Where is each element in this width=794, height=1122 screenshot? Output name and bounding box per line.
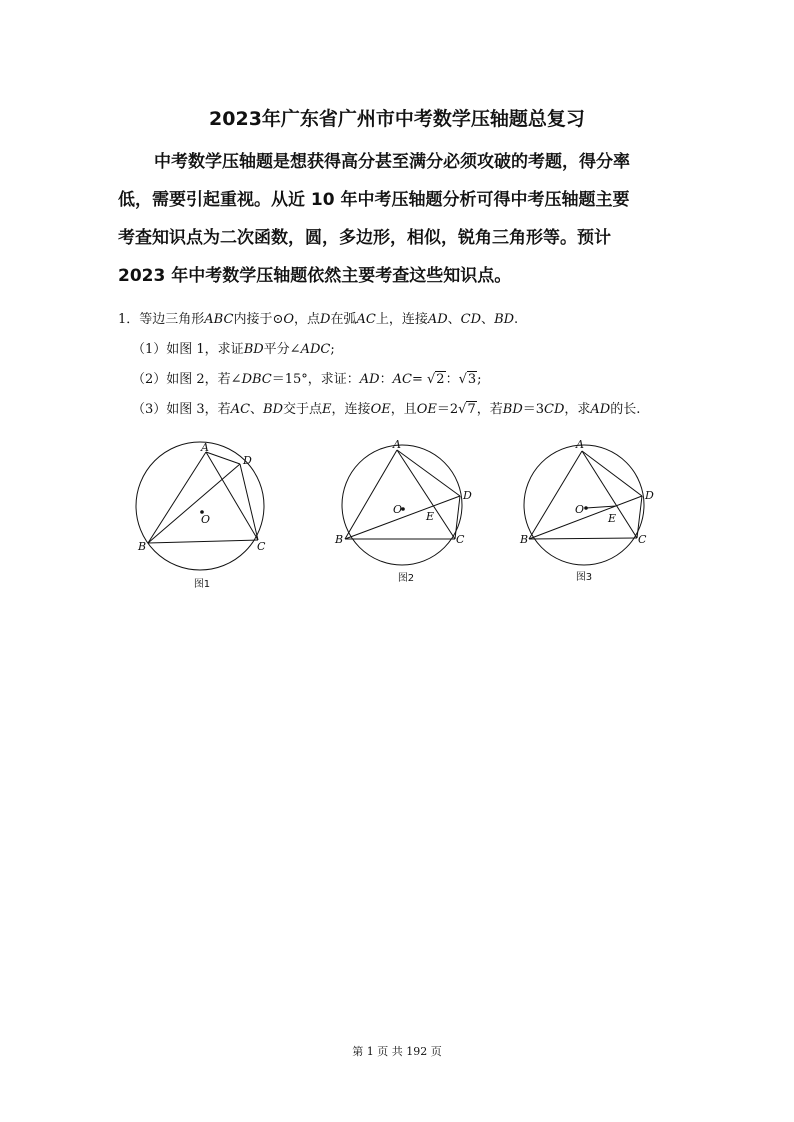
stem-var: AD [427, 312, 448, 327]
q-text: ＝2 [436, 402, 459, 417]
problem-1 [118, 309, 678, 429]
point-label-d: D [463, 489, 472, 502]
point-label-c: C [257, 540, 266, 553]
stem-text: 、 [481, 312, 495, 327]
point-label-o: O [393, 503, 403, 516]
question-label: （3） [132, 402, 167, 417]
question-label: （2） [132, 372, 167, 387]
footer-text: 页 [430, 1045, 442, 1058]
question-3 [118, 399, 678, 429]
q-var: OE [370, 402, 391, 417]
q-var: AD [359, 372, 380, 387]
segment-ad [206, 452, 240, 464]
point-label-a: A [201, 441, 209, 454]
q-text: ，求 [564, 402, 591, 417]
segment-ab [529, 451, 585, 539]
problem-stem [118, 309, 678, 339]
stem-text: 内接于⊙ [233, 312, 284, 327]
q-text: ; [477, 372, 482, 387]
figure-caption: 图3 [575, 572, 593, 583]
point-label-d: D [243, 454, 252, 467]
total-pages: 192 [406, 1045, 428, 1058]
point-label-b: B [138, 540, 147, 553]
sqrt-radicand: 7 [467, 402, 476, 417]
stem-text: 、 [447, 312, 461, 327]
stem-text: 等边三角形 [139, 312, 205, 327]
figure-caption: 图2 [397, 573, 415, 584]
sqrt-symbol: √3 [458, 372, 477, 387]
q-var: BD [243, 342, 264, 357]
segment-ca [397, 450, 455, 539]
stem-text: ，点 [294, 312, 321, 327]
q-var: AC [392, 372, 412, 387]
point-label-a: A [576, 438, 584, 451]
intro-paragraph [118, 150, 678, 302]
segment-ab [345, 450, 397, 539]
figure-1 [130, 440, 280, 595]
sqrt-radicand: 2 [436, 372, 445, 387]
figure-caption: 图1 [193, 579, 211, 590]
point-label-d: D [645, 489, 654, 502]
stem-var: AC [356, 312, 376, 327]
intro-line: 2023 年中考数学压轴题依然主要考查这些知识点。 [118, 266, 512, 286]
point-label-b: B [520, 533, 529, 546]
center-dot [584, 506, 588, 510]
stem-var: BD [494, 312, 515, 327]
q-var: E [322, 402, 332, 417]
q-text: 的长. [610, 402, 641, 417]
q-text: ＝3 [522, 402, 545, 417]
stem-text: 在弧 [330, 312, 357, 327]
segment-cd [240, 464, 258, 540]
q-text: ; [330, 342, 335, 357]
q-text: 如图 2，若∠ [166, 372, 242, 387]
stem-text: . [514, 312, 519, 327]
point-label-a: A [393, 438, 401, 451]
segment-bd [529, 496, 642, 539]
sqrt-symbol: √7 [458, 402, 476, 417]
q-var: ADC [300, 342, 331, 357]
segment-bd [345, 496, 460, 539]
q-text: ，连接 [331, 402, 371, 417]
segment-ad [582, 451, 642, 496]
point-label-c: C [456, 533, 465, 546]
segment-bc [529, 538, 637, 539]
figure-3 [512, 435, 662, 590]
q-var: OE [416, 402, 437, 417]
segment-bd [148, 464, 240, 543]
segment-cd [637, 496, 642, 538]
intro-line: 中考数学压轴题是想获得高分甚至满分必须攻破的考题，得分率 [154, 152, 630, 172]
point-label-b: B [335, 533, 344, 546]
q-text: ，若 [476, 402, 503, 417]
q-var: BD [502, 402, 523, 417]
q-var: CD [544, 402, 565, 417]
q-text: ，且 [390, 402, 417, 417]
sqrt-radicand: 3 [467, 372, 477, 387]
q-text: ： [445, 372, 459, 387]
stem-var: O [283, 312, 295, 327]
intro-line: 考查知识点为二次函数，圆，多边形，相似，锐角三角形等。预计 [118, 228, 611, 248]
point-label-o: O [575, 503, 585, 516]
point-label-e: E [608, 512, 617, 525]
q-text: = [411, 372, 427, 387]
footer-text: 页 共 [377, 1045, 403, 1058]
segment-ad [397, 450, 460, 496]
question-label: （1） [132, 342, 167, 357]
q-text: 如图 1，求证 [166, 342, 244, 357]
page-footer [0, 1043, 794, 1059]
point-label-e: E [426, 510, 435, 523]
q-var: DBC [241, 372, 272, 387]
q-var: BD [263, 402, 284, 417]
q-text: 交于点 [283, 402, 323, 417]
stem-text: 上，连接 [375, 312, 428, 327]
problem-number: 1． [118, 312, 140, 327]
sqrt-symbol: √2 [427, 372, 445, 387]
page-number: 1 [366, 1045, 374, 1058]
segment-ab [148, 452, 206, 543]
question-1 [118, 339, 678, 369]
segment-bc [148, 540, 258, 543]
document-title: 2023年广东省广州市中考数学压轴题总复习 [209, 108, 585, 130]
q-text: 如图 3，若 [166, 402, 231, 417]
q-var: AD [590, 402, 611, 417]
stem-var: CD [460, 312, 482, 327]
point-label-o: O [201, 513, 211, 526]
figure-2 [330, 435, 480, 590]
q-text: ： [379, 372, 393, 387]
q-text: 、 [250, 402, 264, 417]
point-label-c: C [638, 533, 647, 546]
q-var: AC [230, 402, 251, 417]
footer-text: 第 [352, 1045, 364, 1058]
intro-line: 低，需要引起重视。从近 10 年中考压轴题分析可得中考压轴题主要 [118, 190, 630, 210]
stem-var: D [320, 312, 331, 327]
q-text: 平分∠ [263, 342, 301, 357]
stem-var: ABC [204, 312, 234, 327]
question-2 [118, 369, 678, 399]
q-text: ＝15°，求证： [271, 372, 360, 387]
